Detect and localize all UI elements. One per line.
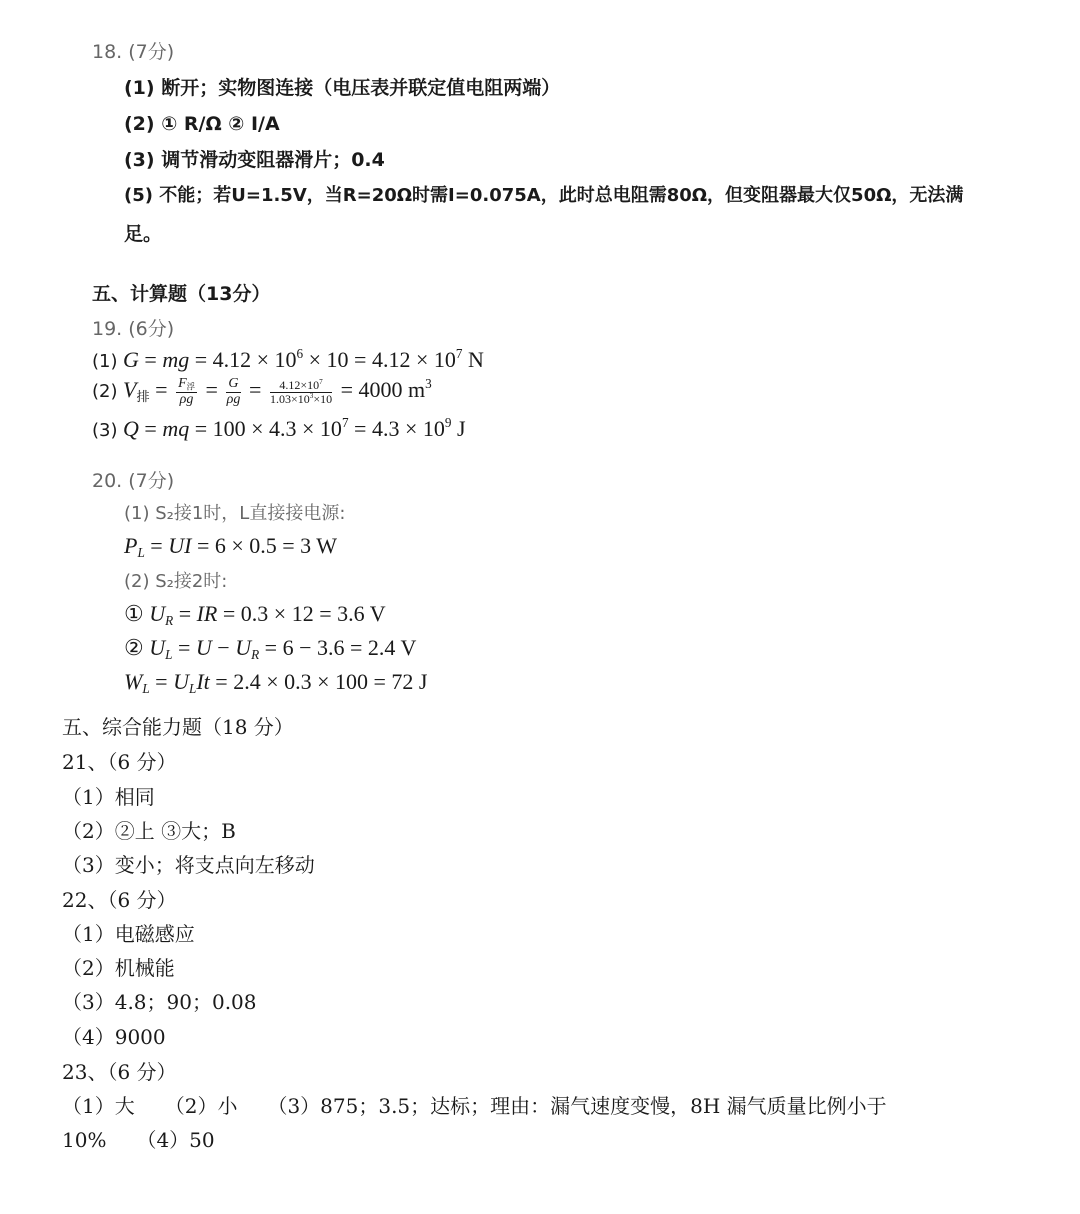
q23-part2: 10% （4）50 bbox=[62, 1128, 215, 1152]
q19-title: 19. (6分) bbox=[92, 318, 175, 340]
q21-title: 21、（6 分） bbox=[62, 750, 177, 774]
q20-eq-ur: ① $U_R$ = IR = 0.3 × 12 = 3.6 V bbox=[124, 601, 386, 628]
q20-part1: (1) S₂接1时，L直接接电源: bbox=[124, 503, 346, 524]
q21-part1: （1）相同 bbox=[62, 785, 155, 809]
q22-part3: （3）4.8；90；0.08 bbox=[62, 990, 257, 1014]
q22-title: 22、（6 分） bbox=[62, 888, 177, 912]
q22-part4: （4）9000 bbox=[62, 1025, 166, 1049]
q20-eq-ul: ② $U_L = U - U_R = 6 - 3.6 = 2.4$ V bbox=[124, 635, 417, 662]
q20-part2: (2) S₂接2时: bbox=[124, 571, 228, 592]
q19-eq2: (2) $V_排$ = $\frac{F_浮}{\rho g}$ = $\frac{G}{\rho g}$ = $\frac{4.12\times 10^7}{1.03\times 10^3\times 10}$ = 4000 $m^3$ bbox=[92, 376, 432, 407]
section-comp-title: 五、综合能力题（18 分） bbox=[62, 715, 294, 739]
q20-eq-wl: $W_L = U_LIt = 2.4 \times 0.3 \times 100 = 72$ J bbox=[124, 669, 428, 696]
q20-eq-pl: $P_L$ = UI = 6 × 0.5 = 3 W bbox=[124, 533, 338, 560]
q21-part3: （3）变小；将支点向左移动 bbox=[62, 853, 315, 877]
q18-part5-cont: 足。 bbox=[124, 223, 163, 245]
q22-part1: （1）电磁感应 bbox=[62, 922, 195, 946]
section-calc-title: 五、计算题（13分） bbox=[92, 283, 271, 305]
q19-eq3: (3) Q = mq = $100 \times 4.3 \times 10^7 = 4.3 \times 10^9$ J bbox=[92, 414, 466, 441]
q18-part1: (1) 断开；实物图连接（电压表并联定值电阻两端） bbox=[124, 77, 561, 99]
q21-part2: （2）②上 ③大；B bbox=[62, 819, 236, 843]
q19-eq1: (1) G = mg = $4.12 \times 10^6 \times 10 = 4.12 \times 10^7$ N bbox=[92, 345, 484, 372]
q18-part2: (2) ① R/Ω ② I/A bbox=[124, 113, 280, 135]
q18-part3: (3) 调节滑动变阻器滑片；0.4 bbox=[124, 149, 385, 171]
q20-title: 20. (7分) bbox=[92, 470, 175, 492]
q18-part5: (5) 不能；若U=1.5V，当R=20Ω时需I=0.075A，此时总电阻需80Ω，但变阻器最大仅50Ω，无法满 bbox=[124, 185, 964, 206]
q23-part1: （1）大 （2）小 （3）875；3.5；达标；理由：漏气速度变慢，8H 漏气质量比例小于 bbox=[62, 1094, 887, 1118]
q18-title: 18. (7分) bbox=[92, 41, 175, 63]
q23-title: 23、（6 分） bbox=[62, 1060, 177, 1084]
q22-part2: （2）机械能 bbox=[62, 956, 175, 980]
